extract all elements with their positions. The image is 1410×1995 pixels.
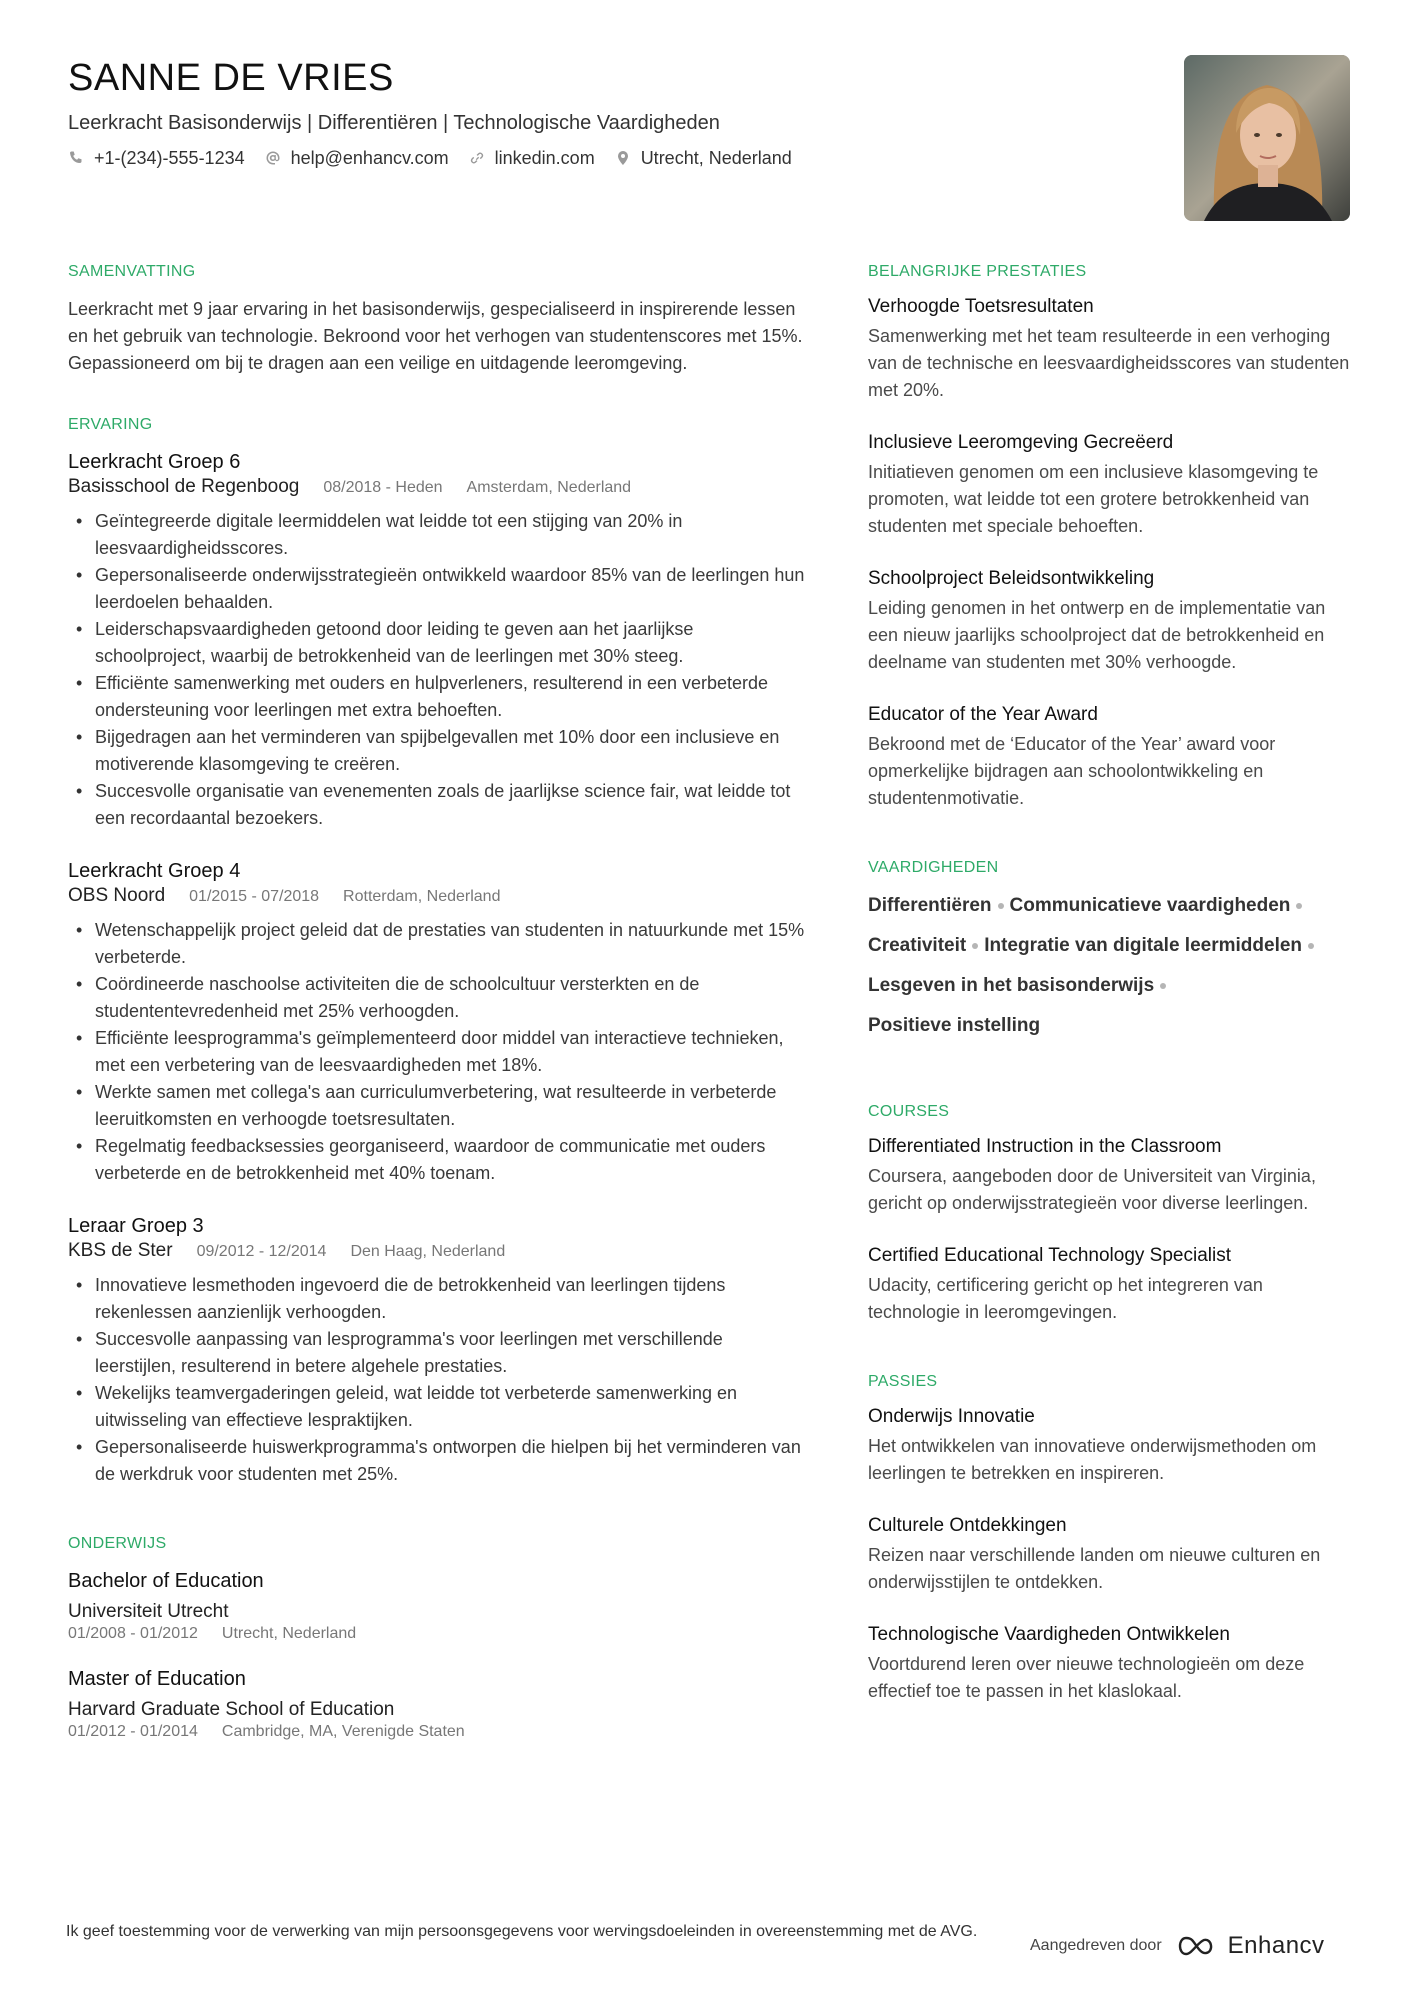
education-entry	[68, 1666, 808, 1742]
job-entry	[68, 1213, 808, 1488]
at-icon	[265, 150, 281, 166]
contact-location	[615, 146, 792, 170]
courses-section	[868, 1102, 1358, 1326]
job-entry	[68, 858, 808, 1187]
experience-heading: ERVARING	[68, 416, 153, 433]
job-bullet: • Wetenschappelijk project geleid dat de prestaties van studenten in natuurkunde met 15% verbeterde.	[68, 917, 808, 971]
phone-number: +1-(234)-555-1234	[94, 148, 245, 168]
education-heading: ONDERWIJS	[68, 1535, 167, 1552]
achievement-title: Inclusieve Leeromgeving Gecreëerd	[868, 432, 1174, 453]
job-bullet: • Wekelijks teamvergaderingen geleid, wat leidde tot verbeterde samenwerking en uitwisseling van effectieve lespraktijken.	[68, 1380, 808, 1434]
job-title: Leerkracht Groep 6	[68, 451, 241, 473]
skills-heading: VAARDIGHEDEN	[868, 859, 999, 876]
job-bullet: • Geïntegreerde digitale leermiddelen wat leidde tot een stijging van 20% in leesvaardigheidsscores.	[68, 508, 808, 562]
job-date: 09/2012 - 12/2014	[196, 1243, 327, 1260]
passion-title: Technologische Vaardigheden Ontwikkelen	[868, 1624, 1230, 1645]
separator-dot	[1160, 983, 1166, 989]
job-bullet: • Succesvolle organisatie van evenementen zoals de jaarlijkse science fair, wat leidde tot een recordaantal bezoekers.	[68, 778, 808, 832]
summary-heading: SAMENVATTING	[68, 263, 196, 280]
passion-title: Culturele Ontdekkingen	[868, 1515, 1067, 1536]
achievement-item	[868, 294, 1358, 404]
achievement-desc: Bekroond met de ‘Educator of the Year’ award voor opmerkelijke bijdragen aan schoolontwikkeling en studentenmotivatie.	[868, 734, 1276, 808]
skill-tag: Positieve instelling	[868, 1015, 1041, 1036]
profile-photo	[1184, 55, 1350, 221]
job-location: Rotterdam, Nederland	[343, 888, 501, 905]
job-bullet: • Efficiënte samenwerking met ouders en hulpverleners, resulterend in een verbeterde ondersteuning voor leerlingen met extra behoeften.	[68, 670, 808, 724]
skills-row	[868, 892, 1358, 920]
skills-row	[868, 932, 1358, 960]
separator-dot	[1308, 943, 1314, 949]
link-icon	[469, 150, 485, 166]
achievements-heading: BELANGRIJKE PRESTATIES	[868, 263, 1087, 280]
page-footer	[66, 1922, 1366, 1959]
job-date: 01/2015 - 07/2018	[189, 888, 320, 905]
portrait-image	[1184, 55, 1350, 221]
skill-tag: Creativiteit	[868, 932, 984, 960]
skill-tag: Integratie van digitale leermiddelen	[984, 932, 1320, 960]
job-bullets	[68, 1272, 808, 1488]
passions-section	[868, 1372, 1358, 1705]
job-bullet: • Werkte samen met collega's aan curriculumverbetering, wat resulteerde in verbeterde leeruitkomsten en verhoogde toetsresultaten.	[68, 1079, 808, 1133]
passion-desc: Reizen naar verschillende landen om nieuwe culturen en onderwijsstijlen te ontdekken.	[868, 1545, 1321, 1592]
brand-name: Enhancv	[1227, 1932, 1325, 1959]
job-date: 08/2018 - Heden	[323, 479, 443, 496]
contact-phone	[68, 146, 245, 170]
education-location: Utrecht, Nederland	[221, 1625, 357, 1642]
skill-tag: Lesgeven in het basisonderwijs	[868, 972, 1172, 1000]
job-bullet: • Efficiënte leesprogramma's geïmplementeerd door middel van interactieve technieken, met een verbetering van de leesvaardigheden met 18%.	[68, 1025, 808, 1079]
email-address[interactable]: help@enhancv.com	[290, 148, 449, 168]
course-item	[868, 1243, 1358, 1326]
course-desc: Coursera, aangeboden door de Universiteit van Virginia, gericht op onderwijsstrategieën voor diverse leerlingen.	[868, 1166, 1316, 1213]
phone-icon	[68, 150, 84, 166]
powered-by-label: Aangedreven door	[1030, 1937, 1162, 1954]
job-entry	[68, 449, 808, 832]
education-section	[68, 1534, 808, 1742]
consent-text: Ik geef toestemming voor de verwerking van mijn persoonsgegevens voor wervingsdoeleinden in overeenstemming met de AVG.	[66, 1923, 978, 1940]
job-bullet: • Leiderschapsvaardigheden getoond door leiding te geven aan het jaarlijkse schoolproject, waarbij de betrokkenheid van de leerlingen met 30% steeg.	[68, 616, 808, 670]
summary-text: Leerkracht met 9 jaar ervaring in het basisonderwijs, gespecialiseerd in inspirerende lessen en het gebruik van technologie. Bekroond voor het verhogen van studentenscores met 15%. Gepassioneerd om bij te dragen aan een veilige en uitdagende leeromgeving.	[68, 299, 803, 373]
passion-item	[868, 1513, 1358, 1596]
skill-tag: Differentiëren	[868, 892, 1010, 920]
education-school: Harvard Graduate School of Education	[68, 1699, 395, 1720]
candidate-headline: Leerkracht Basisonderwijs | Differentiëren | Technologische Vaardigheden	[68, 112, 720, 134]
separator-dot	[1296, 903, 1302, 909]
skills-section	[868, 858, 1358, 1040]
achievement-title: Educator of the Year Award	[868, 704, 1098, 725]
skills-row	[868, 1012, 1358, 1040]
job-location: Amsterdam, Nederland	[466, 479, 632, 496]
job-location: Den Haag, Nederland	[350, 1243, 506, 1260]
summary-section	[68, 262, 808, 377]
passion-title: Onderwijs Innovatie	[868, 1406, 1035, 1427]
achievement-desc: Initiatieven genomen om een inclusieve klasomgeving te promoten, wat leidde tot een grotere betrokkenheid van studenten met speciale behoeften.	[868, 462, 1319, 536]
job-meta	[68, 475, 808, 500]
job-title: Leerkracht Groep 4	[68, 860, 241, 882]
job-bullet: • Bijgedragen aan het verminderen van spijbelgevallen met 10% door een inclusieve en motiverende klasomgeving te creëren.	[68, 724, 808, 778]
education-school: Universiteit Utrecht	[68, 1601, 229, 1622]
job-bullet: • Gepersonaliseerde onderwijsstrategieën ontwikkeld waardoor 85% van de leerlingen hun leerdoelen behaalden.	[68, 562, 808, 616]
courses-heading: COURSES	[868, 1103, 950, 1120]
contact-email[interactable]	[265, 146, 449, 170]
course-title: Certified Educational Technology Specialist	[868, 1245, 1231, 1266]
education-location: Cambridge, MA, Verenigde Staten	[221, 1723, 465, 1740]
contact-info	[68, 146, 1168, 170]
passion-item	[868, 1622, 1358, 1705]
passion-desc: Voortdurend leren over nieuwe technologieën om deze effectief toe te passen in het klaslokaal.	[868, 1654, 1305, 1701]
skills-row	[868, 972, 1358, 1000]
education-meta	[68, 1722, 808, 1742]
achievement-title: Verhoogde Toetsresultaten	[868, 296, 1094, 317]
contact-linkedin[interactable]	[469, 146, 595, 170]
job-bullets	[68, 508, 808, 832]
education-date: 01/2008 - 01/2012	[68, 1625, 198, 1642]
job-company: OBS Noord	[68, 885, 166, 906]
education-meta	[68, 1624, 808, 1644]
job-company: Basisschool de Regenboog	[68, 476, 300, 497]
passions-heading: PASSIES	[868, 1373, 938, 1390]
powered-by	[1030, 1932, 1325, 1960]
course-desc: Udacity, certificering gericht op het integreren van technologie in leeromgevingen.	[868, 1275, 1263, 1322]
location-text: Utrecht, Nederland	[640, 148, 792, 168]
right-column	[868, 262, 1358, 1705]
achievements-section	[868, 262, 1358, 812]
job-bullets	[68, 917, 808, 1187]
job-bullet: • Gepersonaliseerde huiswerkprogramma's ontworpen die hielpen bij het verminderen van de werkdruk voor studenten met 25%.	[68, 1434, 808, 1488]
education-degree: Bachelor of Education	[68, 1570, 264, 1592]
job-bullet: • Innovatieve lesmethoden ingevoerd die de betrokkenheid van leerlingen tijdens rekenlessen aanzienlijk verhoogden.	[68, 1272, 808, 1326]
course-title: Differentiated Instruction in the Classroom	[868, 1136, 1222, 1157]
achievement-desc: Leiding genomen in het ontwerp en de implementatie van een nieuw jaarlijks schoolproject dat de betrokkenheid en deelname van studenten met 30% verhoogde.	[868, 598, 1326, 672]
resume-header	[68, 54, 1168, 170]
separator-dot	[972, 943, 978, 949]
separator-dot	[998, 903, 1004, 909]
job-meta	[68, 884, 808, 909]
left-column	[68, 262, 808, 1742]
candidate-name: SANNE DE VRIES	[68, 57, 394, 99]
achievement-desc: Samenwerking met het team resulteerde in een verhoging van de technische en leesvaardigheidsscores van studenten met 20%.	[868, 326, 1350, 400]
job-bullet: • Succesvolle aanpassing van lesprogramma's voor leerlingen met verschillende leerstijlen, resulterend in betere algehele prestaties.	[68, 1326, 808, 1380]
achievement-item	[868, 430, 1358, 540]
education-date: 01/2012 - 01/2014	[68, 1723, 198, 1740]
location-pin-icon	[615, 150, 631, 166]
passion-desc: Het ontwikkelen van innovatieve onderwijsmethoden om leerlingen te betrekken en inspireren.	[868, 1436, 1317, 1483]
course-item	[868, 1134, 1358, 1217]
job-meta	[68, 1239, 808, 1264]
job-bullet: • Coördineerde naschoolse activiteiten die de schoolcultuur versterkten en de studententevredenheid met 25% verhoogden.	[68, 971, 808, 1025]
linkedin-link[interactable]: linkedin.com	[494, 148, 595, 168]
enhancv-logo[interactable]	[1174, 1932, 1325, 1960]
achievement-item	[868, 566, 1358, 676]
job-bullet: • Regelmatig feedbacksessies georganiseerd, waardoor de communicatie met ouders verbeterde en de betrokkenheid met 40% toenam.	[68, 1133, 808, 1187]
experience-section	[68, 415, 808, 1488]
achievement-item	[868, 702, 1358, 812]
job-title: Leraar Groep 3	[68, 1215, 204, 1237]
job-company: KBS de Ster	[68, 1240, 173, 1261]
passion-item	[868, 1404, 1358, 1487]
skill-tag: Communicatieve vaardigheden	[1010, 892, 1309, 920]
education-entry	[68, 1568, 808, 1644]
infinity-icon	[1174, 1934, 1220, 1958]
education-degree: Master of Education	[68, 1668, 246, 1690]
achievement-title: Schoolproject Beleidsontwikkeling	[868, 568, 1155, 589]
